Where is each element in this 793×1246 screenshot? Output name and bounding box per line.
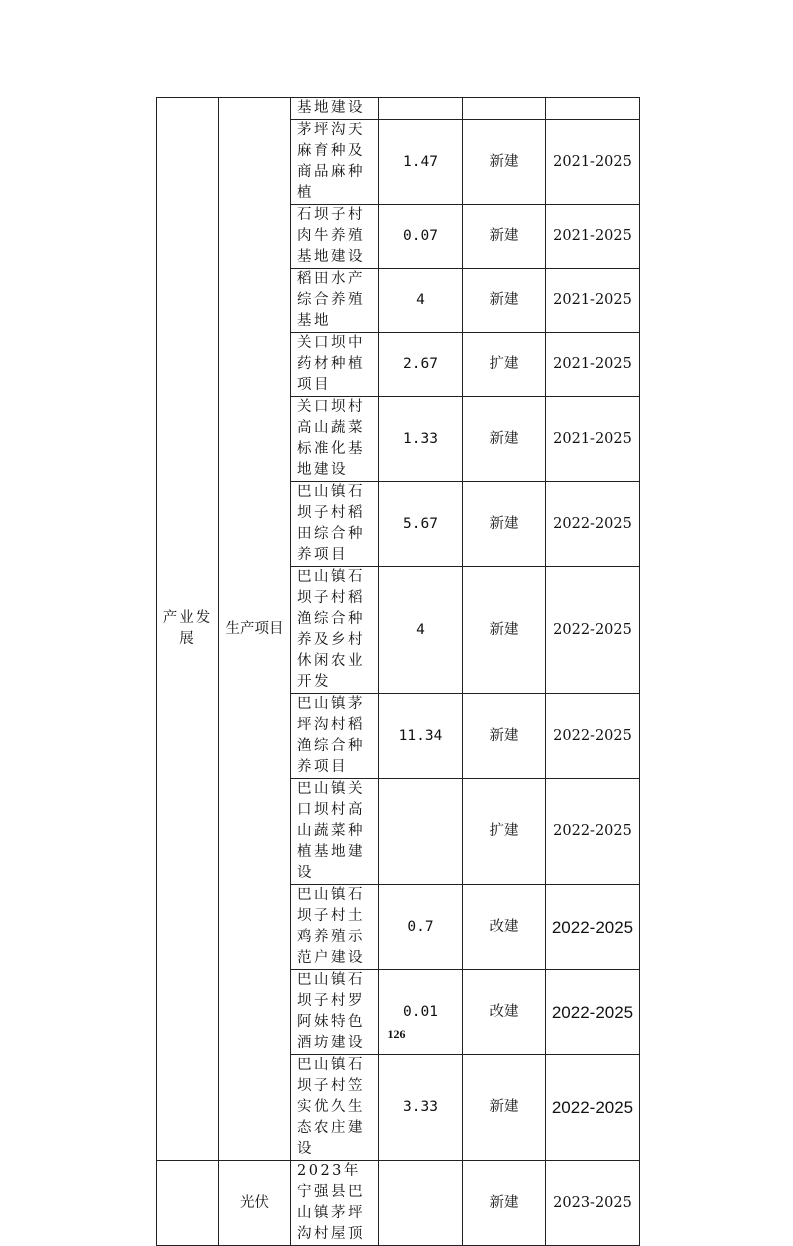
construction-type: 新建: [463, 269, 546, 333]
project-name: 稻田水产综合养殖基地: [291, 269, 379, 333]
project-name: 茅坪沟天麻育种及商品麻种植: [291, 120, 379, 205]
period: 2022-2025: [546, 885, 640, 970]
amount: 2.67: [379, 333, 463, 397]
project-table: [156, 97, 640, 1246]
period: 2022-2025: [546, 1055, 640, 1161]
construction-type: 新建: [463, 694, 546, 779]
construction-type: 新建: [463, 1161, 546, 1246]
period: [546, 98, 640, 120]
period: 2022-2025: [546, 567, 640, 694]
category-cell-empty: [157, 1161, 219, 1246]
table-row: [157, 1161, 640, 1246]
construction-type: 新建: [463, 205, 546, 269]
subcategory-cell: 生产项目: [219, 98, 291, 1161]
amount: 4: [379, 567, 463, 694]
construction-type: 新建: [463, 397, 546, 482]
construction-type: [463, 98, 546, 120]
project-name: 巴山镇石坝子村罗阿妹特色酒坊建设: [291, 970, 379, 1055]
project-name: 巴山镇石坝子村土鸡养殖示范户建设: [291, 885, 379, 970]
project-name: 巴山镇石坝子村笠实优久生态农庄建设: [291, 1055, 379, 1161]
category-cell: 产业发展: [157, 98, 219, 1161]
amount: 5.67: [379, 482, 463, 567]
amount: 1.47: [379, 120, 463, 205]
construction-type: 新建: [463, 482, 546, 567]
period: 2023-2025: [546, 1161, 640, 1246]
project-name: 巴山镇关口坝村高山蔬菜种植基地建设: [291, 779, 379, 885]
project-name: 巴山镇石坝子村稻渔综合种养及乡村休闲农业开发: [291, 567, 379, 694]
period: 2022-2025: [546, 482, 640, 567]
project-name: 基地建设: [291, 98, 379, 120]
amount: [379, 98, 463, 120]
period: 2021-2025: [546, 205, 640, 269]
amount: 0.07: [379, 205, 463, 269]
amount: 1.33: [379, 397, 463, 482]
amount: 3.33: [379, 1055, 463, 1161]
project-name: 石坝子村肉牛养殖基地建设: [291, 205, 379, 269]
period: 2021-2025: [546, 120, 640, 205]
period: 2021-2025: [546, 397, 640, 482]
table-row: [157, 98, 640, 120]
amount: 4: [379, 269, 463, 333]
amount: [379, 1161, 463, 1246]
project-name: 巴山镇茅坪沟村稻渔综合种养项目: [291, 694, 379, 779]
period: 2021-2025: [546, 333, 640, 397]
amount: 0.01: [379, 970, 463, 1055]
period: 2021-2025: [546, 269, 640, 333]
construction-type: 改建: [463, 970, 546, 1055]
construction-type: 扩建: [463, 779, 546, 885]
construction-type: 新建: [463, 1055, 546, 1161]
construction-type: 扩建: [463, 333, 546, 397]
amount: [379, 779, 463, 885]
page-number: 126: [387, 1027, 406, 1041]
period: 2022-2025: [546, 779, 640, 885]
construction-type: 改建: [463, 885, 546, 970]
amount: 0.7: [379, 885, 463, 970]
period: 2022-2025: [546, 694, 640, 779]
construction-type: 新建: [463, 120, 546, 205]
project-name: 2023年宁强县巴山镇茅坪沟村屋顶: [291, 1161, 379, 1246]
subcategory-cell: 光伏: [219, 1161, 291, 1246]
project-name: 关口坝村高山蔬菜标准化基地建设: [291, 397, 379, 482]
amount: 11.34: [379, 694, 463, 779]
construction-type: 新建: [463, 567, 546, 694]
project-name: 关口坝中药材种植项目: [291, 333, 379, 397]
project-name: 巴山镇石坝子村稻田综合种养项目: [291, 482, 379, 567]
period: 2022-2025: [546, 970, 640, 1055]
